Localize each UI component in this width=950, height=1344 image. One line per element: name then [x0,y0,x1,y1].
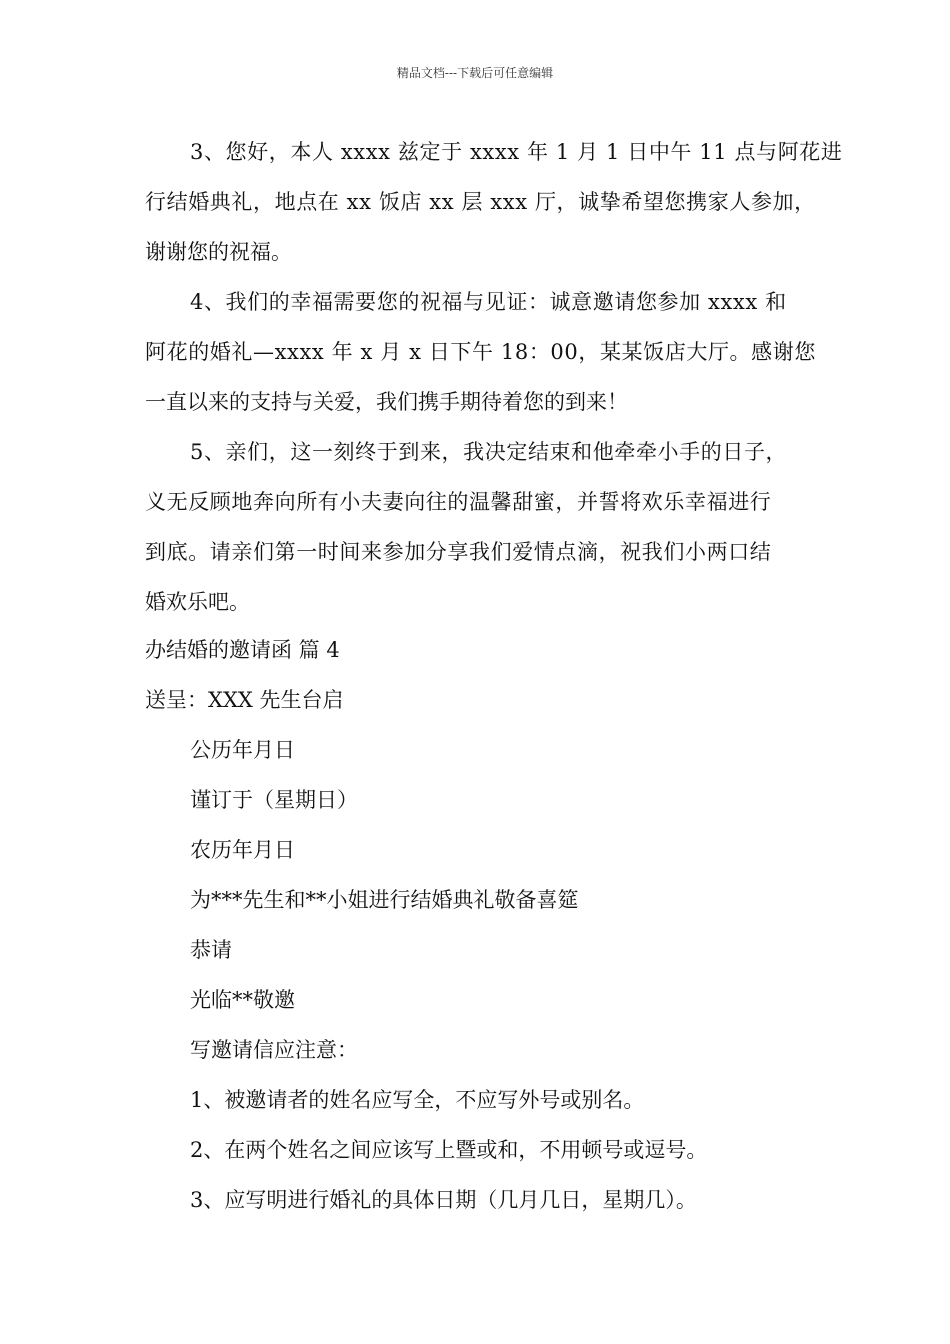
note-item-3: 3、应写明进行婚礼的具体日期（几月几日，星期几）。 [190,1188,697,1212]
recipient-line: 送呈：XXX 先生台启 [145,688,344,712]
scheduled-date-line: 谨订于（星期日） [190,788,358,812]
paragraph-5-line-2: 义无反顾地奔向所有小夫妻向往的温馨甜蜜，并誓将欢乐幸福进行 [145,490,772,514]
section-title: 办结婚的邀请函 篇 4 [145,638,340,662]
paragraph-5-line-1: 5、亲们，这一刻终于到来，我决定结束和他牵牵小手的日子， [190,440,788,464]
paragraph-3-line-3: 谢谢您的祝福。 [145,240,292,264]
note-item-1: 1、被邀请者的姓名应写全，不应写外号或别名。 [190,1088,645,1112]
paragraph-5-line-4: 婚欢乐吧。 [145,590,250,614]
paragraph-5-line-3: 到底。请亲们第一时间来参加分享我们爱情点滴，祝我们小两口结 [145,540,772,564]
banquet-line: 为***先生和**小姐进行结婚典礼敬备喜筵 [190,888,579,912]
paragraph-4-line-3: 一直以来的支持与关爱，我们携手期待着您的到来！ [145,390,628,414]
respectfully-invite-line: 恭请 [190,938,232,962]
gregorian-date-line: 公历年月日 [190,738,295,762]
page-header: 精品文档---下载后可任意编辑 [396,66,554,80]
signature-line: 光临**敬邀 [190,988,295,1012]
note-item-2: 2、在两个姓名之间应该写上暨或和，不用顿号或逗号。 [190,1138,708,1162]
notes-heading: 写邀请信应注意： [190,1038,358,1062]
paragraph-4-line-1: 4、我们的幸福需要您的祝福与见证：诚意邀请您参加 xxxx 和 [190,290,787,314]
paragraph-3-line-2: 行结婚典礼，地点在 xx 饭店 xx 层 xxx 厅，诚挚希望您携家人参加， [145,190,816,214]
paragraph-3-line-1: 3、您好，本人 xxxx 兹定于 xxxx 年 1 月 1 日中午 11 点与阿花进 [190,140,843,164]
lunar-date-line: 农历年月日 [190,838,295,862]
paragraph-4-line-2: 阿花的婚礼—xxxx 年 x 月 x 日下午 18：00，某某饭店大厅。感谢您 [145,340,816,364]
